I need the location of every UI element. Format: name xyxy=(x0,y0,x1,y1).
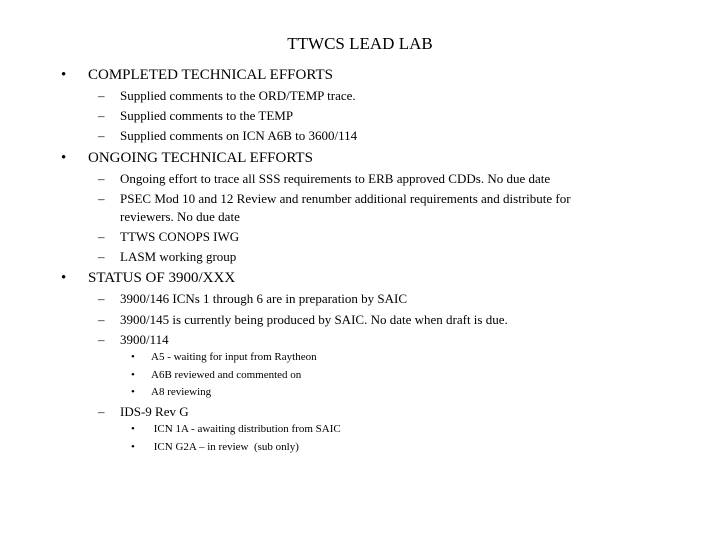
dash-marker: – xyxy=(98,291,105,306)
dash-marker: – xyxy=(98,108,105,123)
list-item-text: Supplied comments on ICN A6B to 3600/114 xyxy=(120,128,358,143)
section-heading-text: COMPLETED TECHNICAL EFFORTS xyxy=(88,67,333,83)
bullet-marker: • xyxy=(131,386,135,398)
dash-marker: – xyxy=(98,128,105,143)
list-item-text: Ongoing effort to trace all SSS requirements to ERB approved CDDs. No due date xyxy=(120,171,551,186)
list-item-text: 3900/114 xyxy=(120,332,169,347)
list-item-text: TTWS CONOPS IWG xyxy=(120,229,240,244)
dash-marker: – xyxy=(98,191,105,206)
list-item-text: Supplied comments to the ORD/TEMP trace. xyxy=(120,88,356,103)
dash-marker: – xyxy=(98,404,105,419)
section-heading-text: ONGOING TECHNICAL EFFORTS xyxy=(88,150,313,166)
list-item-text: PSEC Mod 10 and 12 Review and renumber additional requirements and distribute for reviewers. No due date xyxy=(120,191,571,224)
list-item-text: IDS-9 Rev G xyxy=(120,404,189,419)
sub-list-item-text: A8 reviewing xyxy=(151,386,212,398)
list-item-text: LASM working group xyxy=(120,249,237,264)
dash-marker: – xyxy=(98,249,105,264)
dash-marker: – xyxy=(98,332,105,347)
list-item-text: 3900/146 ICNs 1 through 6 are in preparation by SAIC xyxy=(120,291,408,306)
sub-list-item-text: ICN G2A – in review (sub only) xyxy=(151,441,299,453)
slide-title: TTWCS LEAD LAB xyxy=(287,34,433,53)
dash-marker: – xyxy=(98,171,105,186)
bullet-marker: • xyxy=(61,270,67,286)
dash-marker: – xyxy=(98,88,105,103)
sub-list-item-text: A5 - waiting for input from Raytheon xyxy=(151,351,317,363)
list-item-text: 3900/145 is currently being produced by SAIC. No date when draft is due. xyxy=(120,312,508,327)
bullet-marker: • xyxy=(131,441,135,453)
dash-marker: – xyxy=(98,312,105,327)
section-heading-text: STATUS OF 3900/XXX xyxy=(88,270,236,286)
list-item-text: Supplied comments to the TEMP xyxy=(120,108,294,123)
sub-list-item-text: ICN 1A - awaiting distribution from SAIC xyxy=(151,423,341,435)
bullet-marker: • xyxy=(61,67,67,83)
bullet-marker: • xyxy=(131,423,135,435)
sub-list-item-text: A6B reviewed and commented on xyxy=(151,369,302,381)
bullet-marker: • xyxy=(131,369,135,381)
dash-marker: – xyxy=(98,229,105,244)
bullet-marker: • xyxy=(61,150,67,166)
bullet-marker: • xyxy=(131,351,135,363)
